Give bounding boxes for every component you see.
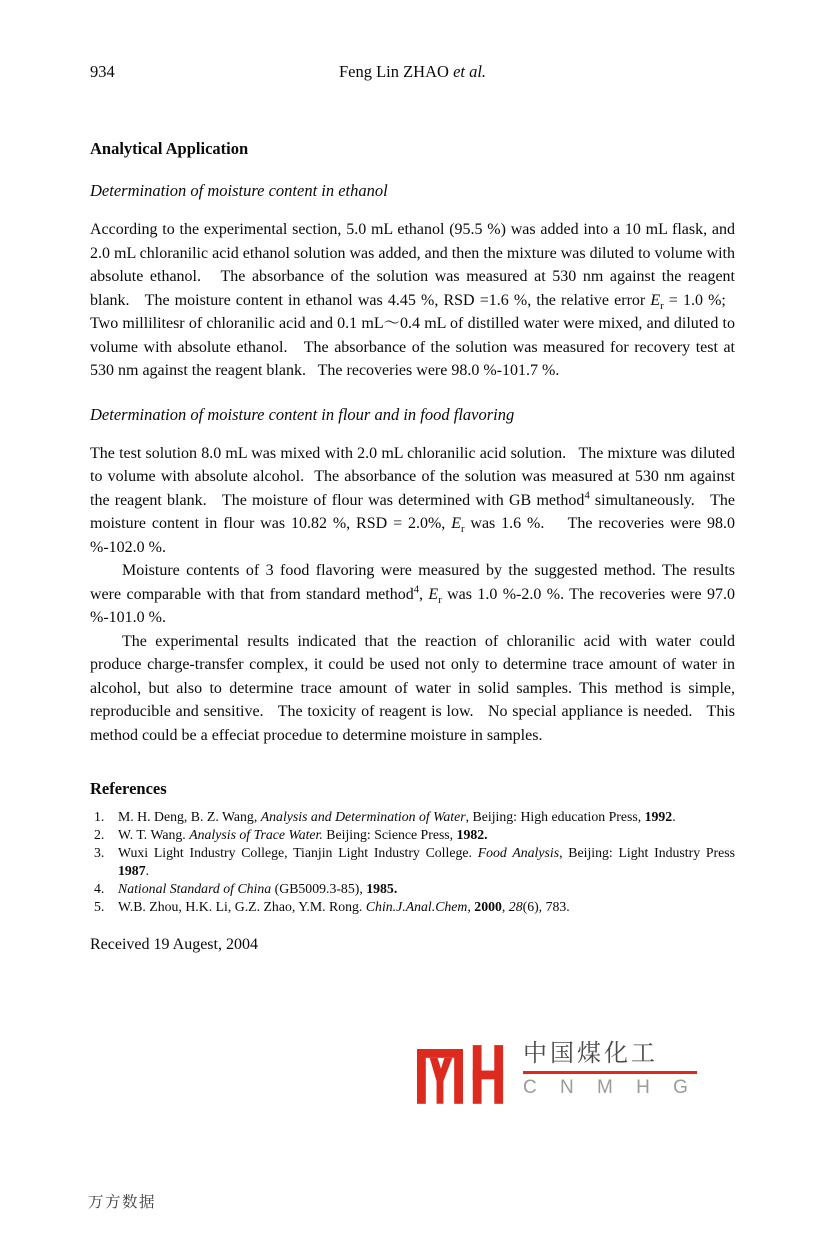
reference-text: W. T. Wang. Analysis of Trace Water. Beijing: Science Press, 1982. [118, 827, 488, 842]
logo-text-block [523, 1041, 697, 1099]
page-header [90, 60, 735, 83]
reference-text: National Standard of China (GB5009.3-85), 1985. [118, 881, 398, 896]
reference-text: W.B. Zhou, H.K. Li, G.Z. Zhao, Y.M. Rong. Chin.J.Anal.Chem, 2000, 28(6), 783. [118, 899, 570, 914]
reference-text: Wuxi Light Industry College, Tianjin Light Industry College. Food Analysis, Beijing: Light Industry Press 1987. [118, 845, 736, 878]
reference-number: 4. [94, 881, 105, 896]
cnmhg-logo-mark-icon [417, 1041, 507, 1104]
section-heading-analytical-application: Analytical Application [90, 139, 249, 158]
logo-chinese-name: 中国煤化工 [523, 1041, 697, 1074]
received-date-note: Received 19 Augest, 2004 [90, 936, 258, 953]
reference-item [90, 826, 735, 844]
logo-latin-abbreviation: C N M H G [523, 1077, 697, 1098]
subsection-heading-flour: Determination of moisture content in flour and in food flavoring [90, 404, 515, 424]
reference-list [90, 808, 735, 916]
paragraph-conclusion: The experimental results indicated that the reaction of chloranilic acid with water could produce charge-transfer complex, it could be used not only to determine trace amount of water in alcohol, but also to determine trace amount of water in solid samples. This method is simple, reproducible and sensitive. The toxicity of reagent is low. No special appliance is needed. This method could be a effeciat procedue to determine moisture in samples. [90, 632, 735, 744]
page-content [90, 60, 735, 956]
subsection-heading-ethanol: Determination of moisture content in ethanol [90, 181, 388, 200]
cnmhg-logo [417, 1041, 697, 1104]
wanfang-data-watermark: 万方数据 [88, 1194, 157, 1211]
running-head: Feng Lin ZHAO et al. [338, 62, 487, 81]
reference-number: 5. [94, 899, 105, 914]
references-heading: References [90, 779, 167, 798]
reference-text: M. H. Deng, B. Z. Wang, Analysis and Determination of Water, Beijing: High education Press, 1992. [118, 809, 676, 824]
reference-item [90, 880, 735, 898]
paragraph-ethanol: According to the experimental section, 5.0 mL ethanol (95.5 %) was added into a 10 mL flask, and 2.0 mL chloranilic acid ethanol solution was added, and then the mixture was diluted to volume with absolute ethanol. The absorbance of the solution was measured at 530 nm against the reagent blank. The moisture content in ethanol was 4.45 %, RSD =1.6 %, the relative error $E_r = 1.0$ %; Two millilitesr of chloranilic acid and 0.1 mL～0.4 mL of distilled water were mixed, and diluted to volume with absolute ethanol. The absorbance of the solution was measured for recovery test at 530 nm against the reagent blank. The recoveries were 98.0 %-101.7 %. [90, 221, 736, 379]
paragraph-flour-2: Moisture contents of 3 food flavoring were measured by the suggested method. The results were comparable with that from standard method$^4$, $E_r$ was 1.0 %-2.0 %. The recoveries were 97.0 %-101.0 %. [90, 562, 736, 626]
reference-item [90, 898, 735, 916]
reference-number: 1. [94, 809, 105, 824]
reference-item [90, 808, 735, 826]
reference-number: 2. [94, 827, 105, 842]
reference-number: 3. [94, 845, 105, 860]
paragraph-flour-1: The test solution 8.0 mL was mixed with 2.0 mL chloranilic acid solution. The mixture was diluted to volume with absolute alcohol. The absorbance of the solution was measured at 530 nm against the reagent blank. The moisture of flour was determined with GB method$^4$ simultaneously. The moisture content in flour was 10.82 %, RSD = 2.0%, $E_r$ was 1.6 %. The recoveries were 98.0 %-102.0 %. [90, 444, 735, 556]
page-number: 934 [90, 62, 115, 81]
reference-item [90, 844, 735, 880]
